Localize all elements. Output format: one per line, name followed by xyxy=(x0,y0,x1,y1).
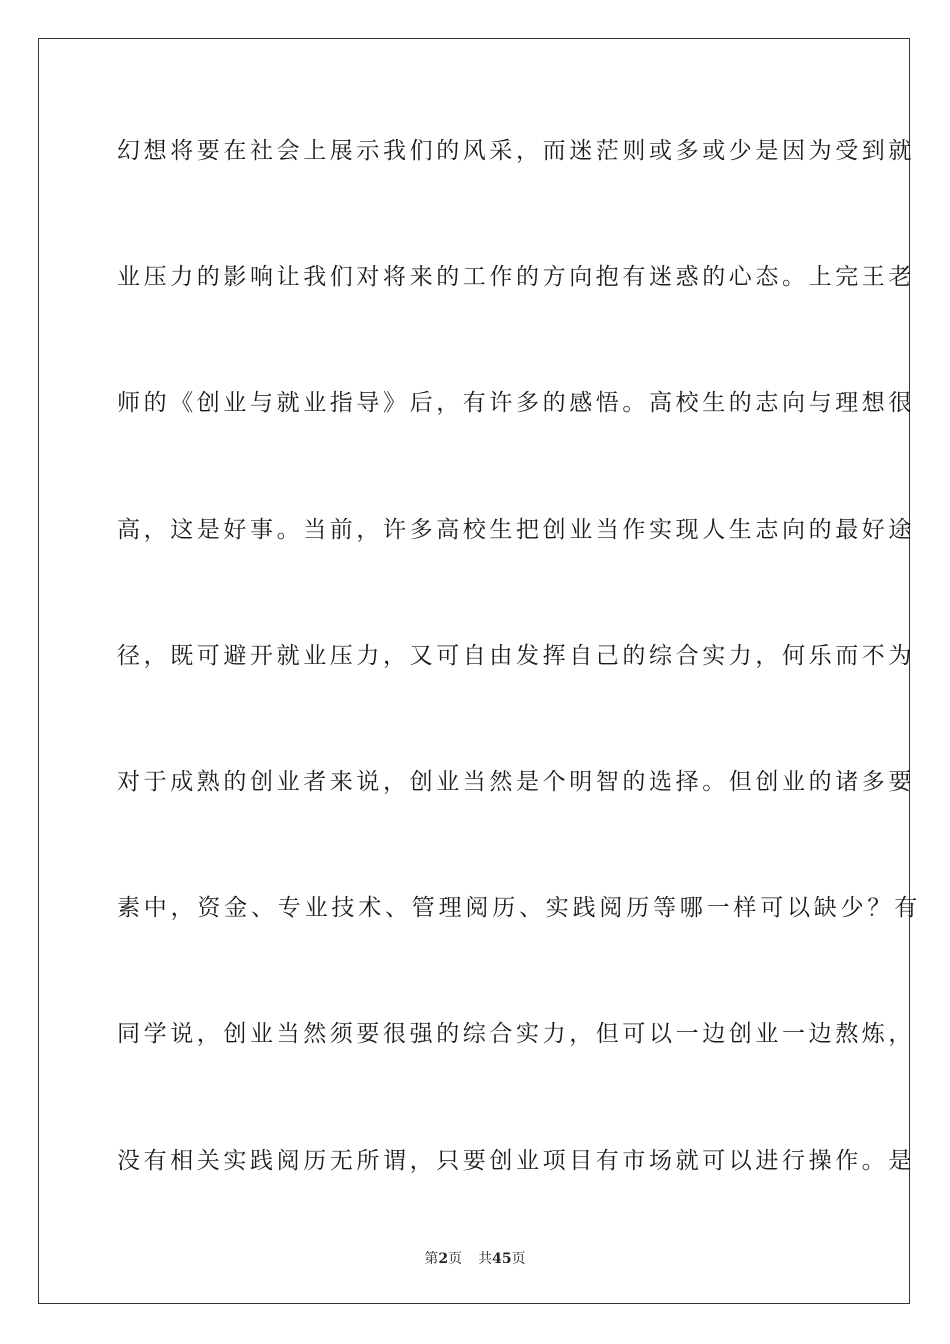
page-footer xyxy=(0,1248,950,1268)
text-line: 同学说，创业当然须要很强的综合实力，但可以一边创业一边熬炼， xyxy=(117,1021,915,1048)
page-number: 2 xyxy=(438,1251,449,1267)
text-line: 幻想将要在社会上展示我们的风采，而迷茫则或多或少是因为受到就 xyxy=(117,138,915,164)
text-line: 没有相关实践阅历无所谓，只要创业项目有市场就可以进行操作。是 xyxy=(117,1147,915,1174)
page-prefix: 第 xyxy=(424,1251,439,1267)
total-suffix: 页 xyxy=(511,1251,526,1267)
page-suffix: 页 xyxy=(448,1251,463,1267)
text-line: 师的《创业与就业指导》后，有许多的感悟。高校生的志向与理想很 xyxy=(117,390,915,417)
text-line: 径，既可避开就业压力，又可自由发挥自己的综合实力，何乐而不为 xyxy=(117,642,915,669)
total-pages: 45 xyxy=(492,1251,512,1267)
text-line: 高，这是好事。当前，许多高校生把创业当作实现人生志向的最好途 xyxy=(117,516,915,543)
text-line: 业压力的影响让我们对将来的工作的方向抱有迷惑的心态。上完王老 xyxy=(117,264,915,291)
text-line: 素中，资金、专业技术、管理阅历、实践阅历等哪一样可以缺少？有 xyxy=(117,895,921,922)
total-prefix: 共 xyxy=(478,1251,493,1267)
document-body xyxy=(117,130,921,1266)
text-line: 对于成熟的创业者来说，创业当然是个明智的选择。但创业的诸多要 xyxy=(117,768,915,795)
